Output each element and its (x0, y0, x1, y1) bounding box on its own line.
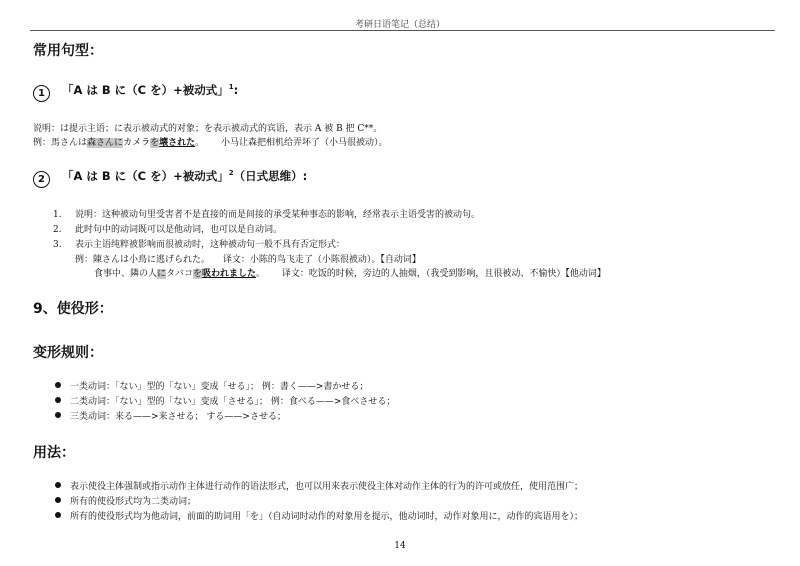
pattern-1-colon: : (233, 83, 239, 97)
example-jp: 陳さんは小鳥に逃げられた。 (93, 255, 211, 265)
example-jp-subject: 馬さんは (51, 138, 88, 148)
section-title-common-patterns: 常用句型： (33, 43, 103, 59)
section-title-causative: 9、使役形： (33, 301, 113, 317)
usage-text: 所有的使役形式均为二类动词； (70, 497, 197, 507)
usage-text: 表示使役主体强制或指示动作主体进行动作的语法形式，也可以用来表示使役主体对动作主体的行为的许可或放任，使用范围广； (70, 482, 584, 492)
list-number: 1. (53, 210, 62, 220)
list-item (55, 394, 395, 407)
list-item (53, 207, 480, 220)
list-text: 表示主语纯粹被影响而很被动时，这种被动句一般不具有否定形式： (75, 240, 346, 250)
pattern-2-title: 「A は B に（C を）+被动式」 (62, 169, 229, 183)
example-label: 例： (33, 138, 52, 148)
pattern-1-example (33, 135, 388, 148)
page-header: 考研日语笔记（总结） (354, 20, 445, 30)
usage-text: 所有的使役形式均为他动词，前面的助词用「を」（自动词时动作的对象用を提示，他动词时，动作对象用に，动作的宾语用を）； (70, 512, 584, 522)
pattern-2-heading (33, 168, 307, 188)
rule-text: 三类动词：来る——>来させる； する——>させる； (70, 412, 286, 422)
example-translation: 译文：吃饭的时候，旁边的人抽烟，（我受到影响，且很被动、不愉快）【他动词】 (281, 269, 606, 279)
pattern-2-suffix: （日式思维）: (233, 169, 308, 183)
example-translation: 小马让森把相机给弄坏了（小马很被动）。 (221, 138, 388, 148)
example-jp-highlight-wo: を (192, 269, 202, 279)
pattern-2-example-1 (75, 252, 421, 265)
bullet-icon (55, 382, 61, 388)
pattern-1-explanation: 说明：は提示主语；に表示被动式的对象；を表示被动式的宾语，表示 A 被 B 把 C**。 (33, 124, 383, 134)
list-text: 此时句中的动词既可以是他动词，也可以是自动词。 (75, 225, 283, 235)
footnote-marker-1: 1 (228, 83, 234, 92)
example-translation: 译文：小陈的鸟飞走了（小陈很被动）。【自动词】 (222, 255, 421, 265)
page-number: 14 (394, 541, 406, 551)
bullet-icon (55, 412, 61, 418)
example-jp-start: 食事中、隣の人 (94, 269, 158, 279)
pattern-1-heading (33, 82, 238, 102)
rule-text: 一类动词：「ない」型的「ない」变成「せる」； 例：書く——>書かせる； (70, 382, 369, 392)
list-item (53, 237, 345, 250)
example-jp-object: タバコ (166, 269, 193, 279)
example-jp-highlight-agent: 森さん (87, 138, 115, 148)
bullet-icon (55, 397, 61, 403)
list-number: 2. (53, 225, 62, 235)
example-jp-period: 。 (195, 138, 205, 148)
rule-text: 二类动词：「ない」型的「ない」变成「させる」； 例：食べる——>食べさせる； (70, 397, 396, 407)
example-label: 例： (75, 255, 94, 265)
list-item (55, 494, 196, 507)
bullet-icon (55, 497, 61, 503)
section-title-conjugation-rules: 变形规则： (33, 345, 103, 361)
circled-number-1: 1 (33, 85, 50, 102)
example-jp-verb: 吸われました (201, 269, 256, 279)
list-item (55, 409, 286, 422)
pattern-1-title: 「A は B に（C を）+被动式」 (62, 83, 229, 97)
list-item (53, 222, 282, 235)
bullet-icon (55, 482, 61, 488)
footnote-marker-2: 2 (228, 169, 234, 178)
list-item (55, 479, 583, 492)
bullet-icon (55, 512, 61, 518)
list-text: 说明：这种被动句里受害者不是直接的而是间接的承受某种事态的影响，经常表示主语受害的被动句。 (75, 210, 481, 220)
example-jp-highlight-ni: に (114, 138, 124, 148)
header-divider (30, 30, 775, 31)
example-jp-highlight-ni: に (157, 269, 167, 279)
example-jp-object: カメラ (123, 138, 151, 148)
pattern-2-example-2 (94, 266, 606, 279)
example-jp-period: 。 (255, 269, 265, 279)
example-jp-verb: 壊された (159, 138, 196, 148)
list-item (55, 379, 368, 392)
example-jp-highlight-wo: を (150, 138, 160, 148)
circled-number-2: 2 (33, 171, 50, 188)
list-item (55, 509, 583, 522)
section-title-usage: 用法： (33, 445, 75, 461)
list-number: 3. (53, 240, 62, 250)
